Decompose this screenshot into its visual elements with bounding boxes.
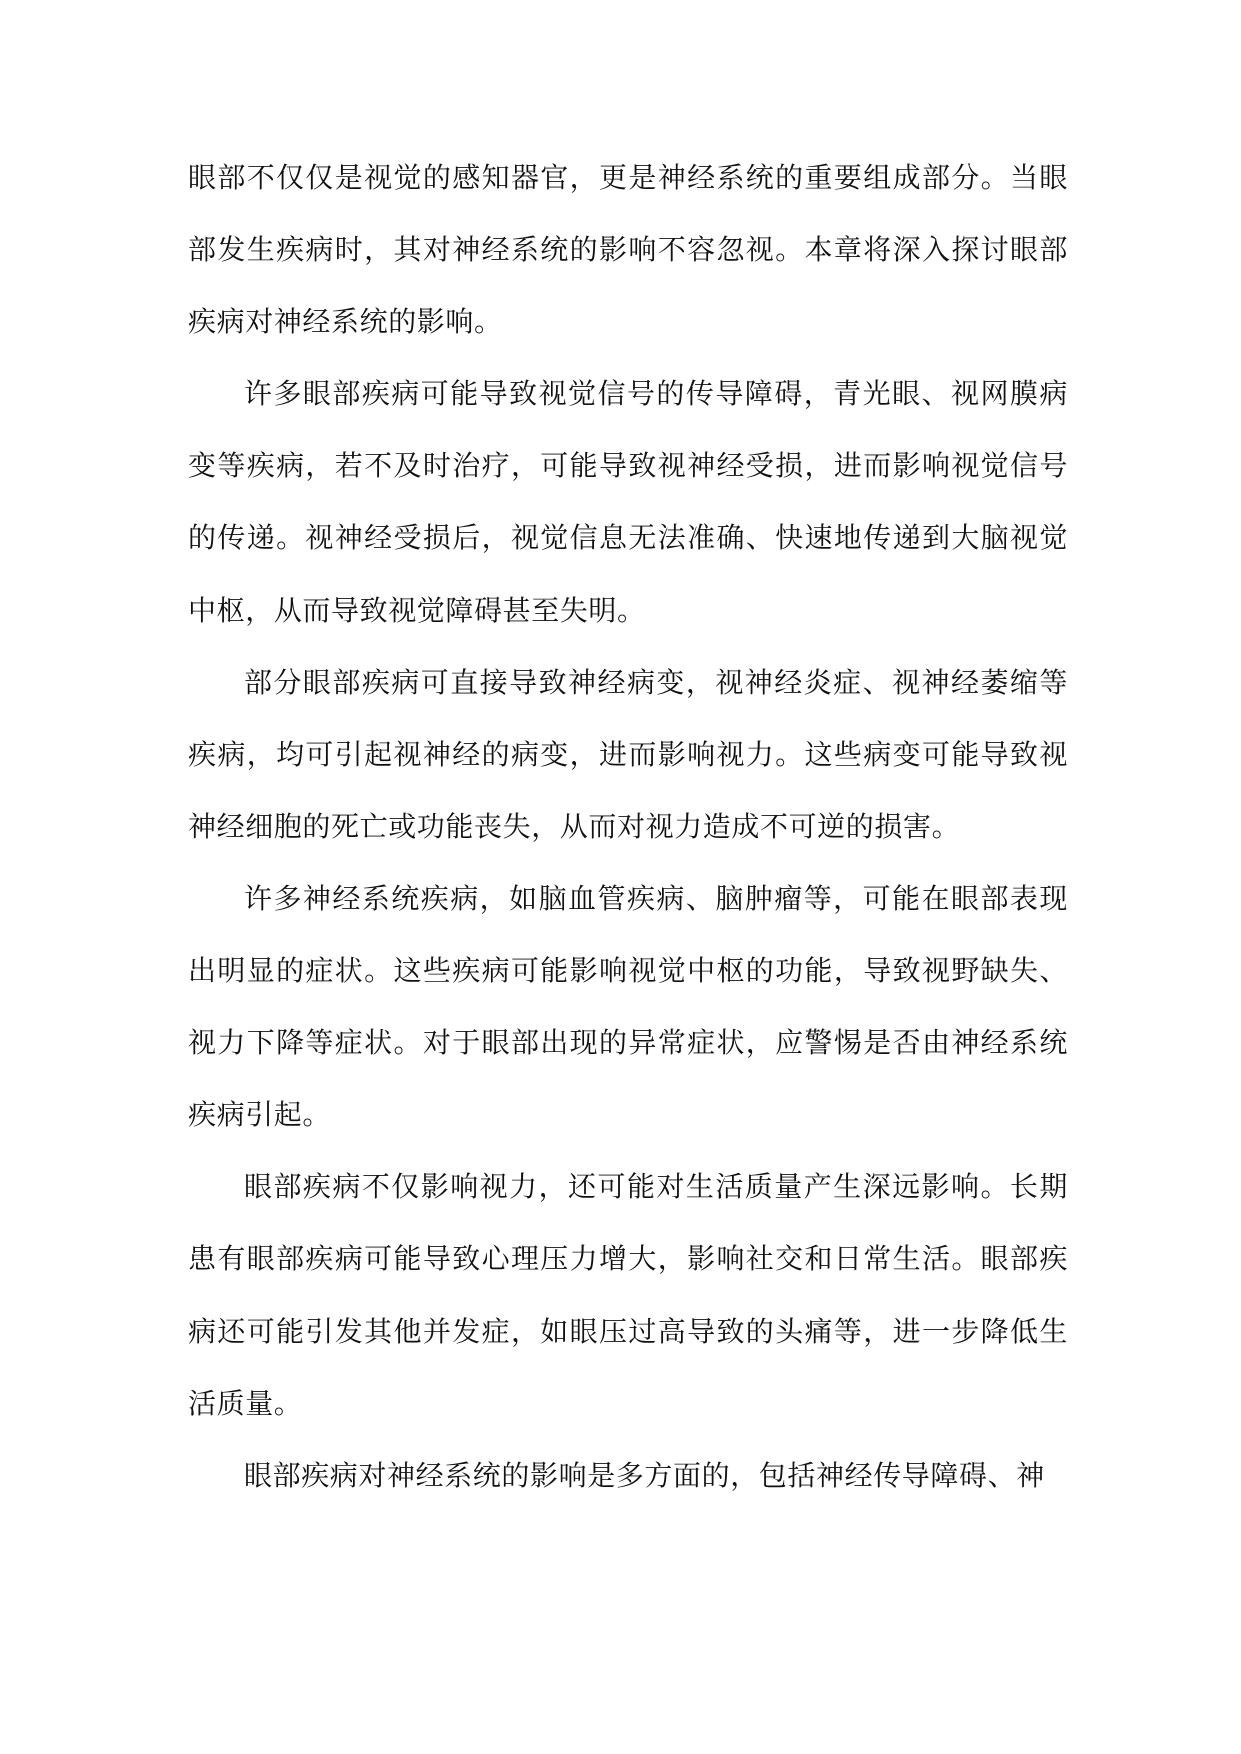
paragraph-neuropathy: 部分眼部疾病可直接导致神经病变，视神经炎症、视神经萎缩等疾病，均可引起视神经的病变，进而影响视力。这些病变可能导致视神经细胞的死亡或功能丧失，从而对视力造成不可逆的损害。 (188, 665, 1068, 843)
paragraph-quality-of-life: 眼部疾病不仅影响视力，还可能对生活质量产生深远影响。长期患有眼部疾病可能导致心理压力增大，影响社交和日常生活。眼部疾病还可能引发其他并发症，如眼压过高导致的头痛等，进一步降低生活质量。 (188, 1170, 1068, 1420)
paragraph-intro: 眼部不仅仅是视觉的感知器官，更是神经系统的重要组成部分。当眼部发生疾病时，其对神经系统的影响不容忽视。本章将深入探讨眼部疾病对神经系统的影响。 (188, 161, 1068, 339)
paragraph-summary: 眼部疾病对神经系统的影响是多方面的，包括神经传导障碍、神 (244, 1458, 1045, 1492)
paragraph-signal-conduction: 许多眼部疾病可能导致视觉信号的传导障碍，青光眼、视网膜病变等疾病，若不及时治疗，可能导致视神经受损，进而影响视觉信号的传递。视神经受损后，视觉信息无法准确、快速地传递到大脑视觉中枢，从而导致视觉障碍甚至失明。 (188, 377, 1068, 627)
paragraph-neurological-symptoms: 许多神经系统疾病，如脑血管疾病、脑肿瘤等，可能在眼部表现出明显的症状。这些疾病可能影响视觉中枢的功能，导致视野缺失、视力下降等症状。对于眼部出现的异常症状，应警惕是否由神经系统疾病引起。 (188, 881, 1068, 1132)
body-text (188, 142, 1068, 1512)
